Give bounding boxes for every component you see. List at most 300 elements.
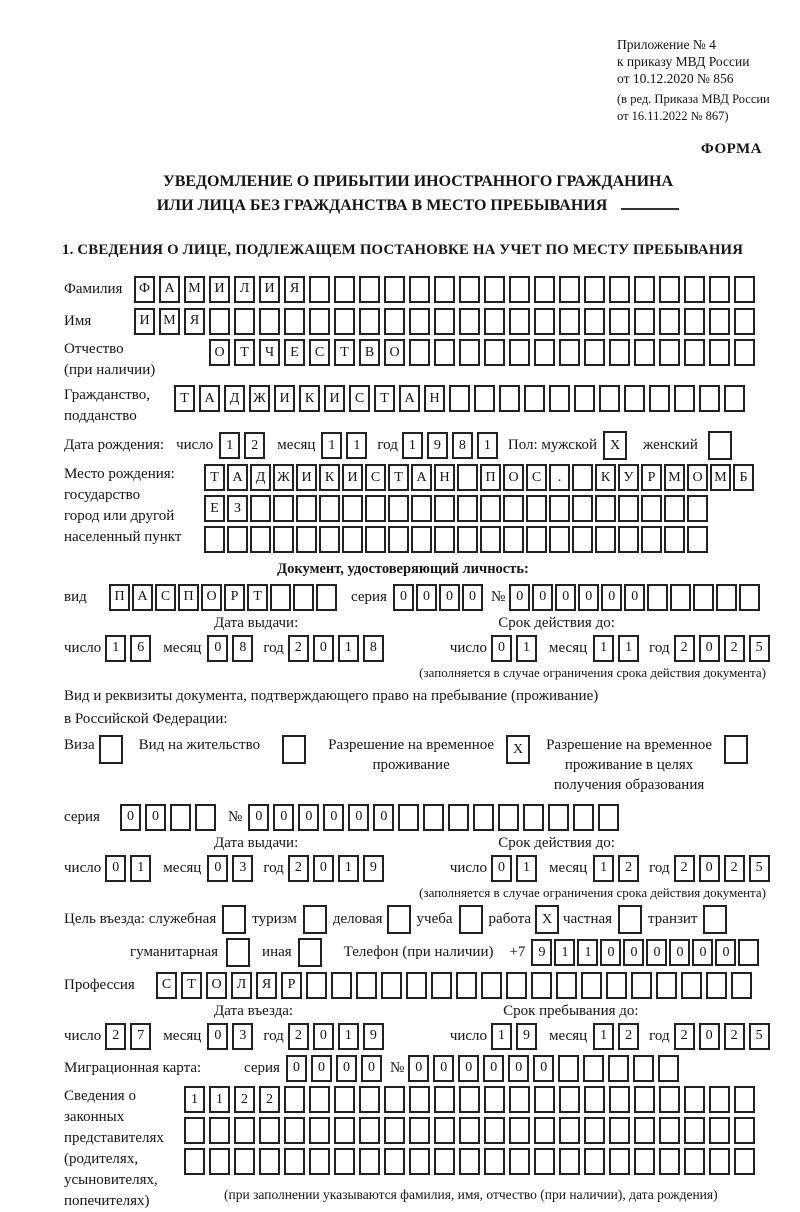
- char-cell[interactable]: [584, 339, 605, 366]
- char-cell[interactable]: [734, 339, 755, 366]
- char-cell[interactable]: [664, 495, 685, 522]
- char-cell[interactable]: [259, 1117, 280, 1144]
- char-cell[interactable]: С: [526, 464, 547, 491]
- char-cell[interactable]: [641, 526, 662, 553]
- char-cell[interactable]: 0: [646, 939, 667, 966]
- char-cell[interactable]: [480, 526, 501, 553]
- char-cell[interactable]: 2: [288, 635, 309, 662]
- char-cell[interactable]: 0: [313, 1023, 334, 1050]
- char-cell[interactable]: [609, 276, 630, 303]
- char-cell[interactable]: 0: [313, 635, 334, 662]
- char-cell[interactable]: [509, 339, 530, 366]
- char-cell[interactable]: Т: [334, 339, 355, 366]
- char-cell[interactable]: [259, 1148, 280, 1175]
- char-cell[interactable]: И: [274, 385, 295, 412]
- char-cell[interactable]: 0: [248, 804, 269, 831]
- char-cell[interactable]: 2: [288, 855, 309, 882]
- char-cell[interactable]: [284, 1086, 305, 1113]
- char-cell[interactable]: [709, 1086, 730, 1113]
- char-cell[interactable]: [296, 526, 317, 553]
- char-cell[interactable]: О: [503, 464, 524, 491]
- char-cell[interactable]: [549, 526, 570, 553]
- char-cell[interactable]: 0: [393, 584, 414, 611]
- char-cell[interactable]: [359, 308, 380, 335]
- char-cell[interactable]: [559, 276, 580, 303]
- char-cell[interactable]: [659, 308, 680, 335]
- char-cell[interactable]: [409, 1086, 430, 1113]
- char-cell[interactable]: [739, 584, 760, 611]
- char-cell[interactable]: [509, 308, 530, 335]
- char-cell[interactable]: Б: [733, 464, 754, 491]
- char-cell[interactable]: [659, 339, 680, 366]
- char-cell[interactable]: Т: [247, 584, 268, 611]
- char-cell[interactable]: 1: [577, 939, 598, 966]
- char-cell[interactable]: [342, 495, 363, 522]
- char-cell[interactable]: О: [384, 339, 405, 366]
- char-cell[interactable]: О: [209, 339, 230, 366]
- char-cell[interactable]: 0: [298, 804, 319, 831]
- char-cell[interactable]: 1: [346, 432, 367, 459]
- char-cell[interactable]: [456, 972, 477, 999]
- char-cell[interactable]: 0: [699, 1023, 720, 1050]
- char-cell[interactable]: [481, 972, 502, 999]
- char-cell[interactable]: [534, 1148, 555, 1175]
- char-cell[interactable]: [359, 276, 380, 303]
- checkbox-cell[interactable]: X: [603, 431, 627, 460]
- char-cell[interactable]: [309, 1086, 330, 1113]
- char-cell[interactable]: [406, 972, 427, 999]
- checkbox-cell[interactable]: [618, 905, 642, 934]
- char-cell[interactable]: [681, 972, 702, 999]
- char-cell[interactable]: 0: [699, 635, 720, 662]
- char-cell[interactable]: 0: [313, 855, 334, 882]
- char-cell[interactable]: А: [132, 584, 153, 611]
- char-cell[interactable]: [633, 1055, 654, 1082]
- char-cell[interactable]: [384, 276, 405, 303]
- char-cell[interactable]: Р: [224, 584, 245, 611]
- char-cell[interactable]: Т: [374, 385, 395, 412]
- char-cell[interactable]: Ф: [134, 276, 155, 303]
- char-cell[interactable]: [559, 308, 580, 335]
- char-cell[interactable]: 1: [338, 635, 359, 662]
- char-cell[interactable]: О: [206, 972, 227, 999]
- char-cell[interactable]: 0: [207, 855, 228, 882]
- char-cell[interactable]: [631, 972, 652, 999]
- char-cell[interactable]: 3: [232, 1023, 253, 1050]
- char-cell[interactable]: [473, 804, 494, 831]
- char-cell[interactable]: [284, 308, 305, 335]
- char-cell[interactable]: 9: [531, 939, 552, 966]
- char-cell[interactable]: 0: [600, 939, 621, 966]
- char-cell[interactable]: [459, 308, 480, 335]
- char-cell[interactable]: [296, 495, 317, 522]
- char-cell[interactable]: [309, 1117, 330, 1144]
- char-cell[interactable]: [609, 339, 630, 366]
- char-cell[interactable]: [595, 526, 616, 553]
- char-cell[interactable]: [234, 1148, 255, 1175]
- char-cell[interactable]: 1: [593, 635, 614, 662]
- char-cell[interactable]: 2: [618, 1023, 639, 1050]
- char-cell[interactable]: [526, 526, 547, 553]
- char-cell[interactable]: [484, 1148, 505, 1175]
- char-cell[interactable]: [559, 1148, 580, 1175]
- char-cell[interactable]: Я: [184, 308, 205, 335]
- char-cell[interactable]: [334, 1086, 355, 1113]
- char-cell[interactable]: [334, 1117, 355, 1144]
- char-cell[interactable]: С: [349, 385, 370, 412]
- char-cell[interactable]: 0: [433, 1055, 454, 1082]
- char-cell[interactable]: [170, 804, 191, 831]
- char-cell[interactable]: [584, 308, 605, 335]
- char-cell[interactable]: [581, 972, 602, 999]
- char-cell[interactable]: [709, 308, 730, 335]
- char-cell[interactable]: [709, 276, 730, 303]
- char-cell[interactable]: Н: [434, 464, 455, 491]
- char-cell[interactable]: 1: [554, 939, 575, 966]
- char-cell[interactable]: [457, 464, 478, 491]
- char-cell[interactable]: [334, 276, 355, 303]
- char-cell[interactable]: 0: [273, 804, 294, 831]
- char-cell[interactable]: С: [156, 972, 177, 999]
- char-cell[interactable]: Е: [204, 495, 225, 522]
- char-cell[interactable]: [534, 1086, 555, 1113]
- char-cell[interactable]: 1: [402, 432, 423, 459]
- char-cell[interactable]: [609, 1086, 630, 1113]
- char-cell[interactable]: С: [365, 464, 386, 491]
- char-cell[interactable]: 5: [749, 1023, 770, 1050]
- char-cell[interactable]: [273, 526, 294, 553]
- char-cell[interactable]: [534, 308, 555, 335]
- char-cell[interactable]: 5: [749, 635, 770, 662]
- char-cell[interactable]: 2: [288, 1023, 309, 1050]
- char-cell[interactable]: Т: [234, 339, 255, 366]
- char-cell[interactable]: З: [227, 495, 248, 522]
- char-cell[interactable]: [584, 1117, 605, 1144]
- char-cell[interactable]: [599, 385, 620, 412]
- char-cell[interactable]: [684, 1148, 705, 1175]
- char-cell[interactable]: [384, 1117, 405, 1144]
- char-cell[interactable]: .: [549, 464, 570, 491]
- char-cell[interactable]: [583, 1055, 604, 1082]
- char-cell[interactable]: [209, 1148, 230, 1175]
- char-cell[interactable]: [270, 584, 291, 611]
- char-cell[interactable]: [609, 1117, 630, 1144]
- char-cell[interactable]: [319, 526, 340, 553]
- char-cell[interactable]: [509, 1117, 530, 1144]
- char-cell[interactable]: 2: [724, 855, 745, 882]
- char-cell[interactable]: 1: [321, 432, 342, 459]
- checkbox-cell[interactable]: X: [506, 735, 530, 764]
- char-cell[interactable]: [624, 385, 645, 412]
- char-cell[interactable]: [524, 385, 545, 412]
- char-cell[interactable]: [584, 1148, 605, 1175]
- char-cell[interactable]: [684, 1117, 705, 1144]
- char-cell[interactable]: 0: [286, 1055, 307, 1082]
- char-cell[interactable]: [459, 1117, 480, 1144]
- char-cell[interactable]: 0: [483, 1055, 504, 1082]
- char-cell[interactable]: [641, 495, 662, 522]
- char-cell[interactable]: [434, 1086, 455, 1113]
- char-cell[interactable]: [523, 804, 544, 831]
- char-cell[interactable]: 9: [363, 1023, 384, 1050]
- char-cell[interactable]: А: [227, 464, 248, 491]
- char-cell[interactable]: [449, 385, 470, 412]
- char-cell[interactable]: [572, 464, 593, 491]
- char-cell[interactable]: [503, 495, 524, 522]
- char-cell[interactable]: [706, 972, 727, 999]
- char-cell[interactable]: [693, 584, 714, 611]
- char-cell[interactable]: Н: [424, 385, 445, 412]
- char-cell[interactable]: К: [299, 385, 320, 412]
- char-cell[interactable]: [734, 1117, 755, 1144]
- checkbox-cell[interactable]: [298, 938, 322, 967]
- char-cell[interactable]: 0: [715, 939, 736, 966]
- char-cell[interactable]: [559, 1086, 580, 1113]
- char-cell[interactable]: С: [309, 339, 330, 366]
- char-cell[interactable]: Л: [234, 276, 255, 303]
- char-cell[interactable]: Д: [250, 464, 271, 491]
- char-cell[interactable]: [659, 1117, 680, 1144]
- char-cell[interactable]: [709, 339, 730, 366]
- char-cell[interactable]: 0: [509, 584, 530, 611]
- char-cell[interactable]: [334, 1148, 355, 1175]
- char-cell[interactable]: 2: [259, 1086, 280, 1113]
- char-cell[interactable]: 0: [408, 1055, 429, 1082]
- char-cell[interactable]: [411, 526, 432, 553]
- char-cell[interactable]: [656, 972, 677, 999]
- char-cell[interactable]: [204, 526, 225, 553]
- char-cell[interactable]: [606, 972, 627, 999]
- char-cell[interactable]: [584, 276, 605, 303]
- char-cell[interactable]: И: [209, 276, 230, 303]
- char-cell[interactable]: 0: [491, 635, 512, 662]
- checkbox-cell[interactable]: [724, 735, 748, 764]
- char-cell[interactable]: [474, 385, 495, 412]
- char-cell[interactable]: [209, 308, 230, 335]
- char-cell[interactable]: Ч: [259, 339, 280, 366]
- char-cell[interactable]: В: [359, 339, 380, 366]
- char-cell[interactable]: [431, 972, 452, 999]
- char-cell[interactable]: 0: [508, 1055, 529, 1082]
- char-cell[interactable]: 9: [516, 1023, 537, 1050]
- char-cell[interactable]: 6: [130, 635, 151, 662]
- char-cell[interactable]: 0: [669, 939, 690, 966]
- char-cell[interactable]: 7: [130, 1023, 151, 1050]
- char-cell[interactable]: 1: [209, 1086, 230, 1113]
- char-cell[interactable]: Я: [284, 276, 305, 303]
- char-cell[interactable]: [716, 584, 737, 611]
- char-cell[interactable]: [359, 1148, 380, 1175]
- char-cell[interactable]: [659, 276, 680, 303]
- char-cell[interactable]: 9: [363, 855, 384, 882]
- char-cell[interactable]: 0: [207, 1023, 228, 1050]
- char-cell[interactable]: 0: [336, 1055, 357, 1082]
- char-cell[interactable]: [384, 1086, 405, 1113]
- char-cell[interactable]: Я: [256, 972, 277, 999]
- char-cell[interactable]: [503, 526, 524, 553]
- char-cell[interactable]: И: [296, 464, 317, 491]
- char-cell[interactable]: [664, 526, 685, 553]
- char-cell[interactable]: 8: [232, 635, 253, 662]
- char-cell[interactable]: [359, 1086, 380, 1113]
- char-cell[interactable]: 0: [578, 584, 599, 611]
- char-cell[interactable]: [634, 276, 655, 303]
- char-cell[interactable]: А: [199, 385, 220, 412]
- char-cell[interactable]: [331, 972, 352, 999]
- char-cell[interactable]: [734, 308, 755, 335]
- checkbox-cell[interactable]: [226, 938, 250, 967]
- checkbox-cell[interactable]: [708, 431, 732, 460]
- char-cell[interactable]: 1: [593, 855, 614, 882]
- checkbox-cell[interactable]: [387, 905, 411, 934]
- char-cell[interactable]: [618, 526, 639, 553]
- char-cell[interactable]: [409, 1117, 430, 1144]
- char-cell[interactable]: [674, 385, 695, 412]
- char-cell[interactable]: [448, 804, 469, 831]
- char-cell[interactable]: [634, 308, 655, 335]
- char-cell[interactable]: [659, 1086, 680, 1113]
- char-cell[interactable]: [434, 1117, 455, 1144]
- char-cell[interactable]: [699, 385, 720, 412]
- char-cell[interactable]: 0: [207, 635, 228, 662]
- char-cell[interactable]: Е: [284, 339, 305, 366]
- char-cell[interactable]: Ж: [273, 464, 294, 491]
- char-cell[interactable]: [608, 1055, 629, 1082]
- char-cell[interactable]: [434, 495, 455, 522]
- char-cell[interactable]: 2: [234, 1086, 255, 1113]
- char-cell[interactable]: М: [159, 308, 180, 335]
- char-cell[interactable]: 9: [427, 432, 448, 459]
- char-cell[interactable]: [250, 495, 271, 522]
- char-cell[interactable]: [284, 1148, 305, 1175]
- char-cell[interactable]: [484, 276, 505, 303]
- char-cell[interactable]: [684, 1086, 705, 1113]
- char-cell[interactable]: 2: [105, 1023, 126, 1050]
- char-cell[interactable]: [506, 972, 527, 999]
- char-cell[interactable]: [634, 1086, 655, 1113]
- checkbox-cell[interactable]: [99, 735, 123, 764]
- char-cell[interactable]: [509, 1148, 530, 1175]
- char-cell[interactable]: [234, 1117, 255, 1144]
- char-cell[interactable]: [658, 1055, 679, 1082]
- char-cell[interactable]: 0: [361, 1055, 382, 1082]
- char-cell[interactable]: [409, 1148, 430, 1175]
- char-cell[interactable]: 0: [416, 584, 437, 611]
- char-cell[interactable]: 1: [516, 855, 537, 882]
- char-cell[interactable]: 0: [462, 584, 483, 611]
- char-cell[interactable]: 2: [244, 432, 265, 459]
- char-cell[interactable]: [484, 308, 505, 335]
- char-cell[interactable]: 8: [363, 635, 384, 662]
- char-cell[interactable]: [457, 526, 478, 553]
- char-cell[interactable]: С: [155, 584, 176, 611]
- char-cell[interactable]: [734, 276, 755, 303]
- char-cell[interactable]: [738, 939, 759, 966]
- char-cell[interactable]: [618, 495, 639, 522]
- checkbox-cell[interactable]: X: [535, 905, 559, 934]
- char-cell[interactable]: [609, 308, 630, 335]
- checkbox-cell[interactable]: [222, 905, 246, 934]
- char-cell[interactable]: [459, 339, 480, 366]
- char-cell[interactable]: 0: [692, 939, 713, 966]
- char-cell[interactable]: 3: [232, 855, 253, 882]
- checkbox-cell[interactable]: [303, 905, 327, 934]
- char-cell[interactable]: [384, 308, 405, 335]
- char-cell[interactable]: [356, 972, 377, 999]
- char-cell[interactable]: [498, 804, 519, 831]
- char-cell[interactable]: 0: [491, 855, 512, 882]
- char-cell[interactable]: [509, 276, 530, 303]
- char-cell[interactable]: [381, 972, 402, 999]
- char-cell[interactable]: [534, 1117, 555, 1144]
- char-cell[interactable]: 2: [618, 855, 639, 882]
- char-cell[interactable]: А: [399, 385, 420, 412]
- checkbox-cell[interactable]: [459, 905, 483, 934]
- char-cell[interactable]: [388, 526, 409, 553]
- char-cell[interactable]: К: [595, 464, 616, 491]
- char-cell[interactable]: 1: [130, 855, 151, 882]
- char-cell[interactable]: [384, 1148, 405, 1175]
- char-cell[interactable]: [649, 385, 670, 412]
- char-cell[interactable]: [273, 495, 294, 522]
- char-cell[interactable]: [434, 526, 455, 553]
- char-cell[interactable]: [559, 339, 580, 366]
- char-cell[interactable]: 1: [219, 432, 240, 459]
- char-cell[interactable]: К: [319, 464, 340, 491]
- char-cell[interactable]: 0: [624, 584, 645, 611]
- char-cell[interactable]: [574, 385, 595, 412]
- char-cell[interactable]: [670, 584, 691, 611]
- char-cell[interactable]: [549, 385, 570, 412]
- char-cell[interactable]: [558, 1055, 579, 1082]
- char-cell[interactable]: [484, 1086, 505, 1113]
- char-cell[interactable]: Л: [231, 972, 252, 999]
- char-cell[interactable]: 1: [593, 1023, 614, 1050]
- char-cell[interactable]: Д: [224, 385, 245, 412]
- char-cell[interactable]: П: [480, 464, 501, 491]
- char-cell[interactable]: 0: [311, 1055, 332, 1082]
- char-cell[interactable]: Р: [641, 464, 662, 491]
- checkbox-cell[interactable]: [282, 735, 306, 764]
- char-cell[interactable]: Т: [174, 385, 195, 412]
- char-cell[interactable]: [509, 1086, 530, 1113]
- char-cell[interactable]: И: [342, 464, 363, 491]
- char-cell[interactable]: Т: [204, 464, 225, 491]
- char-cell[interactable]: [687, 526, 708, 553]
- char-cell[interactable]: [334, 308, 355, 335]
- char-cell[interactable]: 2: [724, 635, 745, 662]
- char-cell[interactable]: 1: [491, 1023, 512, 1050]
- char-cell[interactable]: М: [184, 276, 205, 303]
- char-cell[interactable]: 0: [458, 1055, 479, 1082]
- char-cell[interactable]: И: [324, 385, 345, 412]
- char-cell[interactable]: [684, 308, 705, 335]
- char-cell[interactable]: [209, 1117, 230, 1144]
- char-cell[interactable]: [548, 804, 569, 831]
- char-cell[interactable]: Ж: [249, 385, 270, 412]
- char-cell[interactable]: [309, 1148, 330, 1175]
- char-cell[interactable]: [531, 972, 552, 999]
- char-cell[interactable]: [609, 1148, 630, 1175]
- checkbox-cell[interactable]: [703, 905, 727, 934]
- char-cell[interactable]: [572, 495, 593, 522]
- char-cell[interactable]: [709, 1117, 730, 1144]
- char-cell[interactable]: [595, 495, 616, 522]
- char-cell[interactable]: [556, 972, 577, 999]
- char-cell[interactable]: [687, 495, 708, 522]
- char-cell[interactable]: 2: [674, 1023, 695, 1050]
- char-cell[interactable]: П: [109, 584, 130, 611]
